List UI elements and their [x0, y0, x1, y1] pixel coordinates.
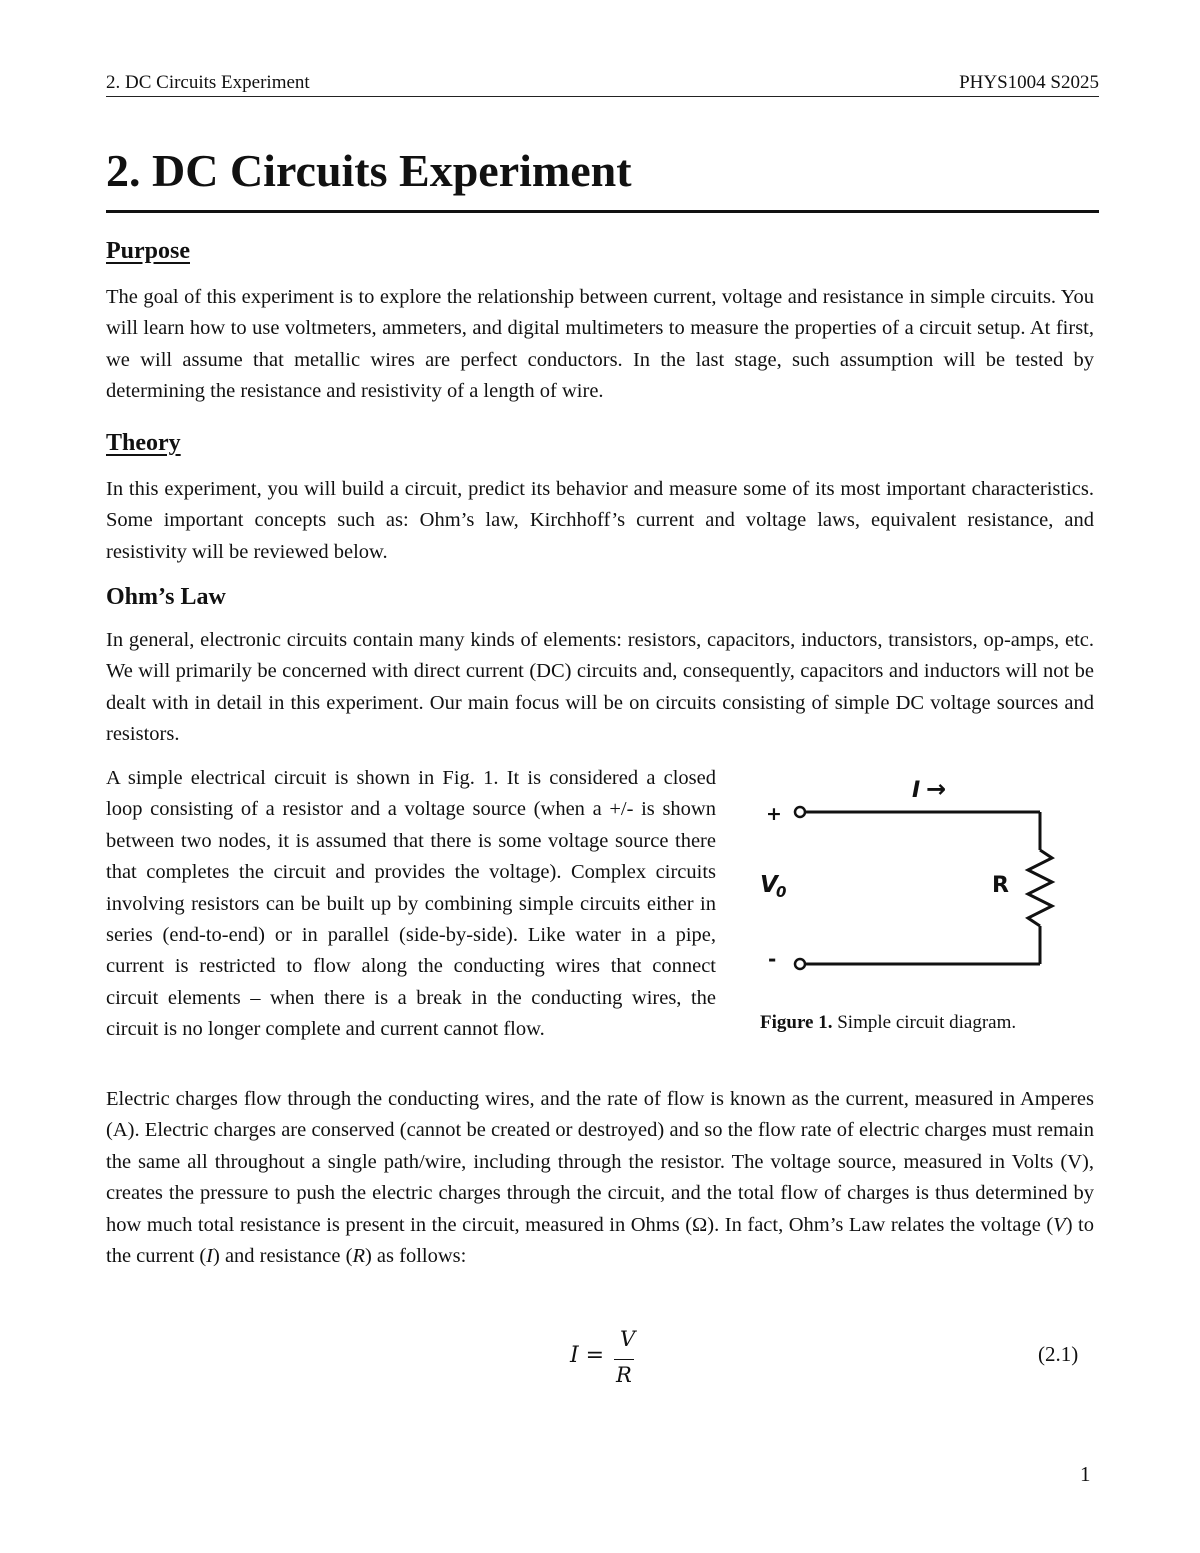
equation-numerator: V	[620, 1327, 636, 1351]
circuit-diagram	[740, 760, 1100, 1010]
page-title: 2. DC Circuits Experiment	[106, 145, 632, 196]
purpose-heading: Purpose	[106, 238, 190, 264]
figure-caption	[760, 1010, 1090, 1036]
ohms-law-paragraph-2: A simple electrical circuit is shown in Fig. 1. It is considered a closed loop consisting of a resistor and a voltage source (when a +/- is shown between two nodes, it is assumed that there is some voltage source there that completes the circuit and provides the voltage). Complex circuits involving resistors can be built up by combining simple circuits either in series (end-to-end) or in parallel (side-by-side). Like water in a pipe, current is restricted to flow along the conducting wires that connect circuit elements – when there is a break in the conducting wires, the circuit is no longer complete and current cannot flow.	[106, 767, 716, 1041]
resistor-symbol	[1028, 850, 1052, 926]
voltage-subscript: 0	[776, 883, 787, 901]
title-divider	[106, 210, 1099, 213]
theory-heading: Theory	[106, 430, 181, 456]
header-course: PHYS1004 S2025	[959, 72, 1099, 93]
figure-caption-text: Simple circuit diagram.	[832, 1012, 1017, 1033]
page-number: 1	[1080, 1462, 1091, 1486]
ohms-law-equation	[540, 1325, 660, 1395]
ohms-law-paragraph-1: In general, electronic circuits contain many kinds of elements: resistors, capacitors, inductors, transistors, op-amps, etc. We will primarily be concerned with direct current (DC) circuits and, consequently, capacitors and inductors will not be dealt with in detail in this experiment. Our main focus will be on circuits consisting of simple DC voltage sources and resistors.	[106, 629, 1094, 746]
running-header	[106, 70, 1099, 97]
voltage-label: V	[760, 872, 778, 898]
paragraph-3-text-d: ) as follows:	[364, 1245, 467, 1268]
plus-sign: +	[766, 803, 782, 825]
ohms-law-paragraph-3	[106, 1084, 1094, 1272]
equation-number: (2.1)	[1038, 1342, 1079, 1366]
variable-i: I	[206, 1245, 213, 1268]
negative-terminal	[795, 959, 805, 969]
paragraph-3-text-b: ) to the current (	[106, 1213, 1095, 1268]
ohms-law-heading: Ohm’s Law	[106, 584, 226, 610]
figure-1	[740, 760, 1100, 1060]
header-chapter: 2. DC Circuits Experiment	[106, 72, 310, 93]
paragraph-3-text-a: Electric charges flow through the conducting wires, and the rate of flow is known as the current, measured in Amperes (A). Electric charges are conserved (cannot be created or destroyed) and so the flow rate of electric charges must remain the same all throughout a single path/wire, including through the resistor. The voltage source, measured in Volts (V), creates the pressure to push the electric charges through the circuit, and the total flow of charges is thus determined by how much total resistance is present in the circuit, measured in Ohms (Ω). In fact, Ohm’s Law relates the voltage (	[106, 1088, 1094, 1236]
paragraph-3-text-c: ) and resistance (	[213, 1245, 353, 1268]
equation-denominator: R	[616, 1363, 632, 1387]
variable-r: R	[352, 1245, 365, 1268]
minus-sign: -	[768, 947, 777, 971]
current-arrow: →	[926, 775, 947, 803]
theory-paragraph: In this experiment, you will build a circuit, predict its behavior and measure some of its most important characteristics. Some important concepts such as: Ohm’s law, Kirchhoff’s current and voltage laws, equivalent resistance, and resistivity will be reviewed below.	[106, 478, 1094, 563]
positive-terminal	[795, 807, 805, 817]
equation-lhs: I =	[570, 1343, 605, 1368]
resistor-label: R	[992, 873, 1009, 898]
current-label: I	[912, 778, 921, 803]
fraction-bar	[614, 1359, 634, 1360]
figure-caption-label: Figure 1.	[760, 1012, 833, 1033]
purpose-paragraph: The goal of this experiment is to explore the relationship between current, voltage and resistance in simple circuits. You will learn how to use voltmeters, ammeters, and digital multimeters to measure the properties of a circuit setup. At first, we will assume that metallic wires are perfect conductors. In the last stage, such assumption will be tested by determining the resistance and resistivity of a length of wire.	[106, 286, 1094, 403]
variable-v: V	[1053, 1213, 1066, 1236]
